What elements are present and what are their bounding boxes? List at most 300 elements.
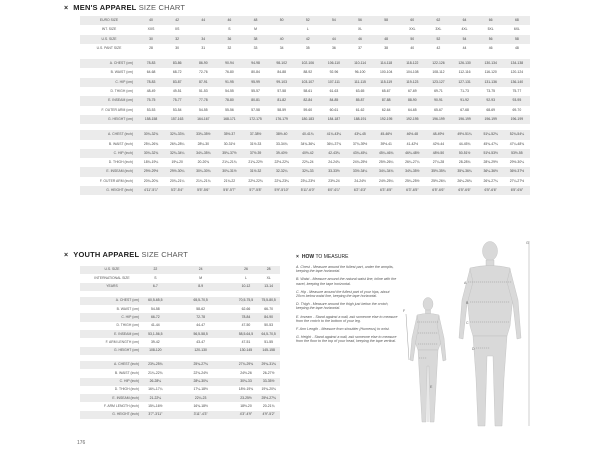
table-row <box>80 44 530 53</box>
table-cell: 38½-40 <box>269 130 295 139</box>
row-label: C. HIP (inch) <box>80 378 144 386</box>
table-cell: 6'5"-6'6" <box>425 186 451 195</box>
table-cell: 20¾-20¾ <box>138 177 164 186</box>
table-cell <box>167 330 190 338</box>
table-cell: 54 <box>321 16 347 25</box>
row-label: F. ARM LENGTH (inch) <box>80 402 144 410</box>
row-label: F. OUTER ARM (inch) <box>80 177 138 186</box>
table-cell: 27¾-29¾ <box>235 361 258 369</box>
table-cell <box>212 305 235 313</box>
table-cell <box>190 25 216 34</box>
table-cell: 67-69 <box>399 87 425 96</box>
table-cell: 19¾-20¾ <box>257 386 280 394</box>
table-row <box>80 167 530 176</box>
table-cell: 51¼-52¾ <box>478 130 504 139</box>
table-cell: 51-55 <box>257 338 280 346</box>
table-cell: 87-88 <box>373 96 399 105</box>
table-cell: 48 <box>504 44 530 53</box>
table-cell <box>167 347 190 355</box>
row-label: F. ARM LENGTH (cm) <box>80 338 144 346</box>
table-cell: 32¾-34¼ <box>164 149 190 158</box>
table-cell: 53½-55 <box>504 149 530 158</box>
table-cell: 80-84 <box>243 68 269 77</box>
table-cell <box>212 338 235 346</box>
table-cell: 192-195 <box>399 115 425 124</box>
table-cell <box>212 378 235 386</box>
row-label: F. OUTER ARM (cm) <box>80 106 138 115</box>
table-cell: 65,5-70,5 <box>189 297 212 305</box>
table-row <box>80 115 530 124</box>
table-cell: XL <box>347 25 373 34</box>
table-cell: 83-86 <box>164 59 190 68</box>
table-cell: 39-42 <box>144 338 167 346</box>
row-label: B. WAIST (cm) <box>80 68 138 77</box>
table-cell: 21¾-22 <box>216 177 242 186</box>
table-cell: 100-104 <box>373 68 399 77</box>
table-cell: 3XL <box>425 25 451 34</box>
table-row <box>80 361 280 369</box>
table-cell: 93-95 <box>504 96 530 105</box>
table-cell: 37½-39 <box>243 149 269 158</box>
table-cell <box>167 313 190 321</box>
table-row <box>80 186 530 195</box>
table-cell: 50 <box>269 16 295 25</box>
table-row <box>80 59 530 68</box>
adult-letter: D <box>472 347 475 351</box>
table-cell: 17¼-18½ <box>189 386 212 394</box>
youth-chart-title: × YOUTH APPAREL SIZE CHART <box>64 250 188 259</box>
table-cell: 176-179 <box>269 115 295 124</box>
table-row <box>80 394 280 402</box>
table-row <box>80 369 280 377</box>
table-cell: 28 <box>257 266 280 274</box>
table-cell: 164-167 <box>190 115 216 124</box>
table-cell: 78-83 <box>138 59 164 68</box>
table-cell: 33-35½ <box>257 378 280 386</box>
table-cell: 69-71 <box>425 87 451 96</box>
table-cell: 32 <box>216 44 242 53</box>
table-cell: 6-7 <box>144 283 167 291</box>
table-cell: 60,5-65,5 <box>144 297 167 305</box>
table-cell <box>167 386 190 394</box>
table-cell: 50-53 <box>257 322 280 330</box>
table-cell: 71-73 <box>452 87 478 96</box>
table-row <box>80 158 530 167</box>
row-label: G. HEIGHT (cm) <box>80 347 144 355</box>
table-cell: 22½-22¾ <box>269 158 295 167</box>
table-cell: 38 <box>243 35 269 44</box>
table-cell: 52 <box>295 16 321 25</box>
table-cell: 34¼-34¾ <box>373 167 399 176</box>
how-to-measure <box>296 254 398 348</box>
table-cell: M <box>189 274 212 282</box>
table-cell: 25½-26¼ <box>425 177 451 186</box>
table-cell: 38 <box>373 44 399 53</box>
table-cell: 126-130 <box>452 59 478 68</box>
table-cell: 39-40½ <box>269 149 295 158</box>
row-label: B. WAIST (inch) <box>80 140 138 149</box>
table-cell: 6'0"-6'1" <box>321 186 347 195</box>
adult-body-figure <box>459 242 521 427</box>
table-cell: 28-28¾ <box>452 158 478 167</box>
table-cell: 110-114 <box>347 59 373 68</box>
table-cell: XXL <box>399 25 425 34</box>
table-cell: 3'11"-4'3" <box>189 411 212 419</box>
table-row <box>80 330 280 338</box>
row-label: U.S. SIZE <box>80 35 138 44</box>
table-cell: 25¾-27¾ <box>189 361 212 369</box>
table-cell: 31½-33 <box>243 140 269 149</box>
table-cell: 18¾-19¼ <box>138 158 164 167</box>
table-cell: 55-57 <box>243 87 269 96</box>
table-cell <box>212 361 235 369</box>
table-cell: 111-115 <box>347 78 373 87</box>
table-row <box>80 313 280 321</box>
table-cell: 33¾-35½ <box>190 130 216 139</box>
how-to-item-inseam: E. Inseam - Stand against a wall, ask someone else to measure from the crotch to the bottom of your leg. <box>296 314 398 323</box>
table-cell: 84-85 <box>321 96 347 105</box>
table-cell: 33½-34¼ <box>347 167 373 176</box>
table-row <box>80 177 530 186</box>
table-cell: 168-171 <box>216 115 242 124</box>
table-cell: 180-183 <box>295 115 321 124</box>
table-cell <box>212 283 235 291</box>
table-row <box>80 35 530 44</box>
table-cell: L <box>235 274 258 282</box>
how-to-item-chest: A. Chest - Measure around the fullest part, under the armpits, keeping the tape horizontal. <box>296 265 394 274</box>
table-cell: 6XL <box>504 25 530 34</box>
table-cell: 39½-41 <box>373 140 399 149</box>
table-cell: 48-49 <box>138 87 164 96</box>
table-cell: 29½-30¼ <box>164 167 190 176</box>
table-cell: 6'3"-6'5" <box>399 186 425 195</box>
table-cell: 23½-24 <box>321 177 347 186</box>
table-cell: 68-72 <box>164 68 190 77</box>
row-label: D. THIGH (inch) <box>80 386 144 394</box>
adult-letter: A <box>464 281 467 285</box>
row-label: G. HEIGHT (inch) <box>80 411 144 419</box>
table-cell: 134-138 <box>504 59 530 68</box>
table-cell <box>212 386 235 394</box>
row-label: C. HIP (cm) <box>80 313 144 321</box>
table-cell: 13-14 <box>257 283 280 291</box>
table-cell: 5'9"-5'10" <box>269 186 295 195</box>
table-cell: 34¼-35¾ <box>190 149 216 158</box>
table-cell: 58-61 <box>295 87 321 96</box>
table-cell: 36¼-36½ <box>478 167 504 176</box>
table-row <box>80 25 530 34</box>
table-cell: 53,1-56,5 <box>144 330 167 338</box>
body-measurement-figures <box>398 238 538 434</box>
row-label: C. HIP (cm) <box>80 78 138 87</box>
table-cell: 130-145 <box>235 347 258 355</box>
table-cell: 5'6"-5'7" <box>216 186 242 195</box>
table-cell: 70,5-75,5 <box>235 297 258 305</box>
table-cell: 16¾-18½ <box>189 402 212 410</box>
table-cell: 22¾-24 <box>295 158 321 167</box>
table-cell: 48 <box>243 16 269 25</box>
row-label: YEARS <box>80 283 144 291</box>
table-cell: 46 <box>216 16 242 25</box>
table-cell: 37¾-39½ <box>347 140 373 149</box>
table-row <box>80 149 530 158</box>
table-cell: 28¼-30¾ <box>189 378 212 386</box>
table-cell: 24-24½ <box>347 177 373 186</box>
table-cell: 64-65 <box>399 106 425 115</box>
table-row <box>80 78 530 87</box>
table-cell: 25½-26¼ <box>373 158 399 167</box>
table-row <box>80 386 280 394</box>
table-cell <box>212 266 235 274</box>
table-cell <box>321 25 347 34</box>
table-cell: 24½-26 <box>235 369 258 377</box>
table-cell: 88-92 <box>295 68 321 77</box>
row-label: U.S. SIZE <box>80 266 144 274</box>
table-cell: 18½-19¾ <box>235 386 258 394</box>
table-cell: 62-64 <box>373 106 399 115</box>
table-cell: 30¼-30¾ <box>190 167 216 176</box>
table-cell: 64 <box>452 16 478 25</box>
table-cell: 31 <box>190 44 216 53</box>
table-cell: 48-49½ <box>425 130 451 139</box>
table-cell: 92-96 <box>321 68 347 77</box>
table-cell: 57-58 <box>243 106 269 115</box>
table-cell: 21¾-22½ <box>243 158 269 167</box>
table-row <box>80 347 280 355</box>
table-cell: 23¼-23½ <box>295 177 321 186</box>
table-cell: 44-45¾ <box>452 140 478 149</box>
table-cell: 90-94 <box>216 59 242 68</box>
table-cell: 78-84 <box>235 313 258 321</box>
table-cell: 26¼-26¾ <box>452 177 478 186</box>
table-cell: 59-60 <box>295 106 321 115</box>
how-to-item-hip: C. Hip - Measure around the fullest part of your hips, about 20cm below waist line, keeping the tape horizontal. <box>296 289 390 299</box>
table-cell: 6'5"-6'6" <box>452 186 478 195</box>
table-cell: 10-12 <box>235 283 258 291</box>
table-cell: 45¾-47¼ <box>478 140 504 149</box>
table-cell: 21¼-22¾ <box>144 369 167 377</box>
table-cell <box>167 338 190 346</box>
table-cell: 33-33½ <box>321 167 347 176</box>
table-cell: 119-123 <box>399 78 425 87</box>
table-cell: 29½-29½ <box>138 167 164 176</box>
table-cell: 72-78 <box>189 313 212 321</box>
table-cell: 75-75 <box>138 96 164 105</box>
table-cell: 30 <box>164 44 190 53</box>
row-label: A. CHEST (inch) <box>80 361 144 369</box>
table-cell: 22¾-24½ <box>189 369 212 377</box>
table-cell: 58-59 <box>269 106 295 115</box>
table-cell: 26-27½ <box>257 369 280 377</box>
table-cell: 90-91 <box>425 96 451 105</box>
table-cell: 118-122 <box>399 59 425 68</box>
table-cell: 102-106 <box>295 59 321 68</box>
how-to-item-height: G. Height - Stand against a wall, ask someone else to measure from the floor to the top of your head, keeping the tape vertical. <box>296 335 397 344</box>
table-cell: M <box>243 25 269 34</box>
close-icon: × <box>64 5 69 12</box>
table-cell: 106-110 <box>321 59 347 68</box>
table-cell: 30 <box>138 35 164 44</box>
table-cell: 25¼-25½ <box>399 177 425 186</box>
table-cell: 108-112 <box>425 68 451 77</box>
row-label: EURO SIZE <box>80 16 138 25</box>
table-cell: 91-92 <box>452 96 478 105</box>
table-cell: 64-68 <box>138 68 164 77</box>
table-cell: 56,5-58,5 <box>189 330 212 338</box>
table-cell: 25¼-26¾ <box>138 140 164 149</box>
table-cell: 30¾-32¾ <box>138 149 164 158</box>
table-cell: 47¼-48¾ <box>504 140 530 149</box>
table-cell: 58 <box>373 16 399 25</box>
table-cell: 86-90 <box>190 59 216 68</box>
table-cell: 36½-37½ <box>504 167 530 176</box>
table-cell: 46½-48 <box>399 130 425 139</box>
table-cell <box>167 361 190 369</box>
row-label: G. HEIGHT (inch) <box>80 186 138 195</box>
table-cell: 115-119 <box>373 78 399 87</box>
table-cell: 53-54 <box>164 106 190 115</box>
table-cell: 40 <box>269 35 295 44</box>
table-cell: 68-69 <box>478 106 504 115</box>
table-cell: 6'3"-6'5" <box>373 186 399 195</box>
table-cell: 188-191 <box>347 115 373 124</box>
row-label: C. HIP (inch) <box>80 149 138 158</box>
table-cell: 46 <box>347 35 373 44</box>
table-cell: 42½-44 <box>425 140 451 149</box>
table-cell: 26 <box>235 266 258 274</box>
row-label: D. THIGH (cm) <box>80 322 144 330</box>
mens-size-chart-table <box>80 16 530 195</box>
table-cell: 5'7"-5'8" <box>243 186 269 195</box>
table-cell: 66-72 <box>144 313 167 321</box>
table-cell: 116-120 <box>478 68 504 77</box>
table-cell: 6'5"-6'6" <box>504 186 530 195</box>
table-cell: 63-65 <box>347 87 373 96</box>
table-row <box>80 266 280 274</box>
table-cell: 29½-30¼ <box>504 158 530 167</box>
table-cell: 76-80 <box>216 68 242 77</box>
row-label: D. THIGH (cm) <box>80 87 138 96</box>
table-cell: 28¾-29½ <box>478 158 504 167</box>
table-cell: 196-199 <box>504 115 530 124</box>
table-cell: 83-87 <box>164 78 190 87</box>
table-cell: 42 <box>164 16 190 25</box>
table-row <box>80 402 280 410</box>
table-cell: 24¾-25½ <box>347 158 373 167</box>
table-cell: 4'9"-5'2" <box>257 411 280 419</box>
table-cell: 75,5-80,5 <box>257 297 280 305</box>
table-cell: 65-67 <box>425 106 451 115</box>
youth-letter: F <box>403 309 406 313</box>
table-cell: 196-199 <box>425 115 451 124</box>
table-cell: 48½-50 <box>425 149 451 158</box>
table-cell: 37 <box>347 44 373 53</box>
table-cell: 34 <box>269 44 295 53</box>
adult-letter: B <box>466 301 469 305</box>
table-cell: 6'2"-6'3" <box>347 186 373 195</box>
table-cell: 19¼-20 <box>164 158 190 167</box>
table-cell: 54-55 <box>190 106 216 115</box>
table-row <box>80 274 280 282</box>
table-cell: 4'3"-4'9" <box>235 411 258 419</box>
table-cell: 95-99 <box>243 78 269 87</box>
table-cell: 21¼-21¾ <box>216 158 242 167</box>
table-cell: 22¾-23¼ <box>269 177 295 186</box>
row-label: E. INSEAM (cm) <box>80 330 144 338</box>
table-cell: 88-90 <box>399 96 425 105</box>
how-to-measure-title: × HOW TO MEASURE <box>296 254 349 260</box>
table-cell: 36 <box>321 44 347 53</box>
table-cell: 32¾-33¾ <box>164 130 190 139</box>
table-cell: 54-58 <box>144 305 167 313</box>
table-cell: 136-140 <box>504 78 530 87</box>
table-cell: 122-126 <box>425 59 451 68</box>
table-cell: 53-53 <box>138 106 164 115</box>
table-cell <box>212 402 235 410</box>
table-cell: 184-187 <box>321 115 347 124</box>
table-cell: 44 <box>452 44 478 53</box>
mens-chart-title: × MEN'S APPAREL SIZE CHART <box>64 3 186 12</box>
table-cell: 42-43¾ <box>321 149 347 158</box>
table-cell: 40 <box>399 44 425 53</box>
table-row <box>80 140 530 149</box>
table-cell <box>167 274 190 282</box>
row-label: INTERNATIONAL SIZE <box>80 274 144 282</box>
table-cell: 26¾-28¼ <box>164 140 190 149</box>
table-cell: 114-118 <box>373 59 399 68</box>
table-cell: 28 <box>138 44 164 53</box>
table-cell: 22½-22¾ <box>243 177 269 186</box>
table-cell: 112-116 <box>452 68 478 77</box>
table-cell: 78-83 <box>138 78 164 87</box>
table-cell: 94-98 <box>243 59 269 68</box>
table-cell: 92-93 <box>478 96 504 105</box>
table-cell: 130-134 <box>478 59 504 68</box>
table-cell: 82-84 <box>295 96 321 105</box>
table-cell: 32-32¼ <box>269 167 295 176</box>
table-cell: 51½-53½ <box>478 149 504 158</box>
table-cell <box>212 330 235 338</box>
table-cell: 30-31½ <box>216 140 242 149</box>
table-cell: 54-55 <box>216 87 242 96</box>
table-cell: XS <box>164 25 190 34</box>
table-cell: 52¾-54¼ <box>504 130 530 139</box>
table-cell: 131-136 <box>478 78 504 87</box>
table-cell: 22 <box>144 266 167 274</box>
table-row <box>80 338 280 346</box>
table-cell: 58 <box>504 35 530 44</box>
table-cell: 50-51½ <box>452 149 478 158</box>
table-cell: 172-175 <box>243 115 269 124</box>
table-row <box>80 283 280 291</box>
table-cell: 20-20¾ <box>190 158 216 167</box>
how-to-item-arm-length: F. Arm Length - Measure from shoulder (Humerus) to wrist. <box>296 327 390 332</box>
close-icon: × <box>296 254 299 260</box>
row-label: E. INSEAM (inch) <box>80 394 144 402</box>
table-cell: 23-25½ <box>235 394 258 402</box>
table-cell: S <box>216 25 242 34</box>
table-cell: 84-88 <box>269 68 295 77</box>
table-row <box>80 68 530 77</box>
table-cell: 68 <box>504 16 530 25</box>
table-cell: 28¼-30 <box>190 140 216 149</box>
table-cell: 127-131 <box>452 78 478 87</box>
adult-letter: G <box>526 241 529 245</box>
table-cell: 31½-32 <box>243 167 269 176</box>
table-cell: 40½-42 <box>295 149 321 158</box>
page-number: 176 <box>77 440 86 446</box>
table-cell: 41¾-43¼ <box>321 130 347 139</box>
